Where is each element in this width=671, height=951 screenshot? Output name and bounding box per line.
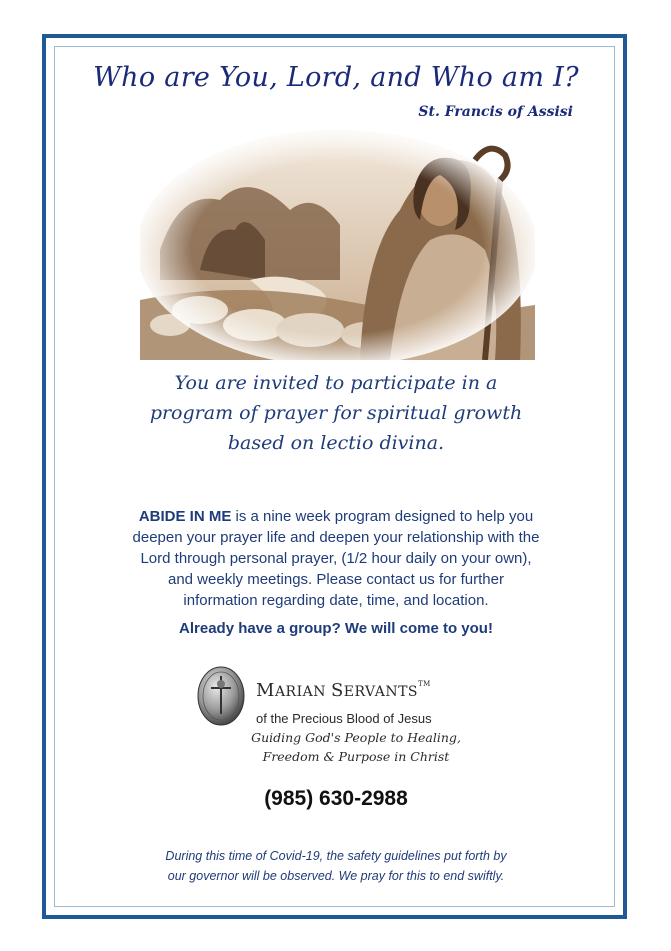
program-line [60,506,612,527]
trademark-mark: TM [418,680,431,688]
org-name-initial: M [256,680,275,701]
program-name: ABIDE IN ME [138,508,232,525]
program-line: information regarding date, time, and location. [183,592,489,609]
invitation-text [60,368,612,458]
notice-line: During this time of Covid-19, the safety guidelines put forth by [165,849,507,863]
organization-name [256,680,431,701]
invitation-line: You are invited to participate in a [174,372,498,394]
org-name-part: ERVANTS [343,684,418,700]
tagline-line: Freedom & Purpose in Christ [262,749,450,764]
covid-notice [60,846,612,886]
shepherd-illustration [140,130,535,360]
notice-line: our governor will be observed. We pray for this to end swiftly. [167,869,505,883]
org-name-part: ARIAN [274,684,331,700]
phone-number: (985) 630-2988 [264,787,408,810]
program-description [60,506,612,611]
organization-subtitle: of the Precious Blood of Jesus [256,711,432,726]
program-line: Lord through personal prayer, (1/2 hour daily on your own), [140,550,532,567]
program-line: and weekly meetings. Please contact us for further [167,571,504,588]
organization-tagline [192,728,492,766]
program-line-text: is a nine week program designed to help you [231,508,534,525]
page-title: Who are You, Lord, and Who am I? [93,62,579,93]
org-name-initial: S [330,680,344,701]
quote-attribution: St. Francis of Assisi [418,104,573,120]
group-offer: Already have a group? We will come to you! [179,620,493,637]
tagline-line: Guiding God's People to Healing, [251,730,461,745]
invitation-line: based on lectio divina. [227,432,445,454]
medal-icon [197,666,245,726]
invitation-line: program of prayer for spiritual growth [149,402,523,424]
program-line: deepen your prayer life and deepen your relationship with the [132,529,540,546]
organization-logo-block [192,660,492,770]
